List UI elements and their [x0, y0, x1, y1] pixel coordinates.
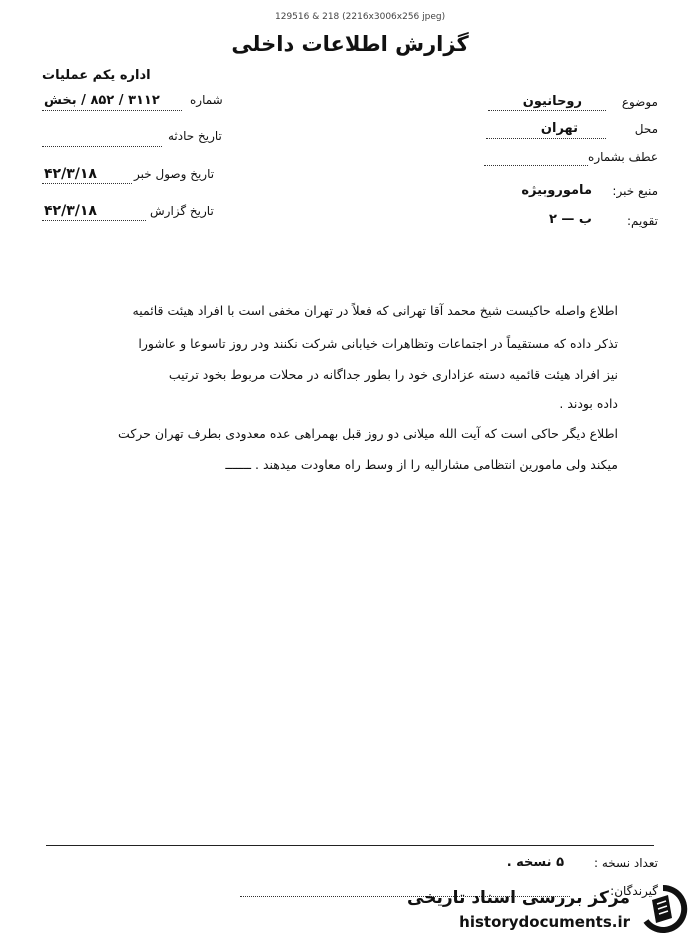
archive-name: مرکز بررسی اسناد تاریخی: [407, 888, 630, 908]
reference-dots: [484, 165, 588, 166]
distribution-label: گیرندگان:: [610, 884, 658, 898]
body-line: اطلاع دیگر حاکی است که آیت الله میلانی دو روز قبل بهمراهی عده معدودی بطرف تهران حرکت: [118, 426, 618, 441]
department-value: اداره یکم عملیات: [42, 68, 151, 83]
place-dots: [486, 138, 606, 139]
archive-url: historydocuments.ir: [459, 913, 630, 931]
reference-label: عطف بشماره: [588, 150, 658, 164]
archive-logo-icon: [638, 884, 688, 934]
number-dots: [42, 110, 182, 111]
archive-watermark: [222, 878, 692, 940]
copies-value: ۵ نسخه .: [506, 855, 564, 870]
subject-dots: [488, 110, 606, 111]
place-label: محل: [634, 122, 658, 136]
rating-value: ب — ۲: [548, 212, 592, 227]
place-value: تهران: [540, 121, 578, 136]
report-date-dots: [42, 220, 146, 221]
report-date-label: تاریخ گزارش: [150, 204, 214, 218]
incident-date-dots: [42, 146, 162, 147]
receipt-date-value: ۴۲/۳/۱۸: [44, 166, 97, 182]
number-value: ۳۱۱۲ / ۸۵۲ / بخش: [44, 93, 160, 108]
body-line: داده بودند .: [559, 396, 618, 411]
incident-date-label: تاریخ حادثه: [168, 129, 222, 143]
rating-label: تقویم:: [627, 214, 658, 228]
receipt-date-dots: [42, 183, 132, 184]
receipt-date-label: تاریخ وصول خبر: [134, 167, 215, 181]
copies-label: تعداد نسخه :: [593, 856, 658, 870]
source-label: منبع خبر:: [612, 184, 658, 198]
body-line: نیز افراد هیئت قائمیه دسته عزاداری خود را بطور جداگانه در محلات مربوط بخود ترتیب: [168, 367, 618, 382]
number-label: شماره: [190, 93, 223, 107]
body-line: اطلاع واصله حاکیست شیخ محمد آقا تهرانی که فعلاً در تهران مخفی است با افراد هیئت قائمیه: [132, 303, 618, 318]
body-line: میکند ولی مامورین انتظامی مشارالیه را از وسط راه معاودت میدهند . ـــــــ: [225, 457, 618, 472]
source-value: ماموروبیژه: [521, 183, 592, 198]
subject-label: موضوع: [621, 95, 658, 109]
scan-meta-line: 129516 & 218 (2216x3006x256 jpeg): [275, 12, 446, 22]
body-line: تذکر داده که مستقیماً در اجتماعات وتظاهرات خیابانی شرکت نکنند ودر روز تاسوعا و عاشورا: [138, 336, 618, 351]
subject-value: روحانیون: [522, 94, 582, 109]
footer-divider: [46, 845, 654, 846]
document-title: گزارش اطلاعات داخلی: [231, 32, 469, 56]
report-date-value: ۴۲/۳/۱۸: [44, 203, 97, 219]
